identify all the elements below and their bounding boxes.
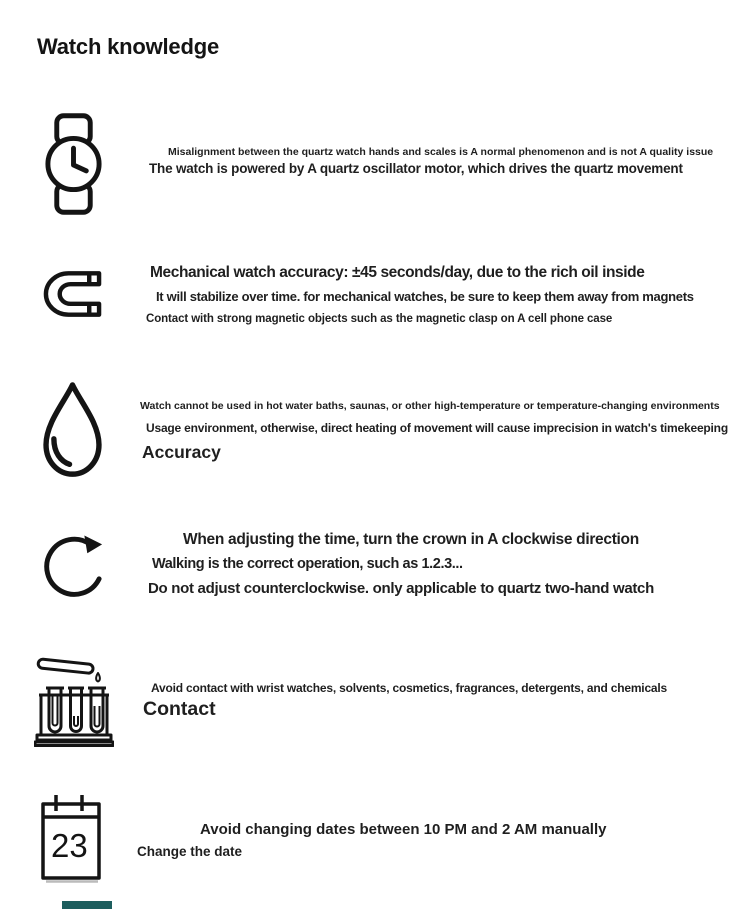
magnet-note-main: Mechanical watch accuracy: ±45 seconds/day, due to the rich oil inside	[150, 264, 645, 281]
drop-heading-accuracy: Accuracy	[142, 442, 221, 462]
magnet-note-minor: Contact with strong magnetic objects such as the magnetic clasp on A cell phone case	[146, 313, 613, 325]
crown-note-warning: Do not adjust counterclockwise. only applicable to quartz two-hand watch	[148, 580, 654, 597]
date-heading: Change the date	[137, 844, 243, 859]
magnet-note-secondary: It will stabilize over time. for mechanical watches, be sure to keep them away from magnets	[156, 289, 694, 304]
calendar-day-number: 23	[51, 827, 88, 864]
crown-note-secondary: Walking is the correct operation, such as 1.2.3...	[152, 556, 463, 572]
watch-icon	[42, 112, 105, 216]
magnet-icon	[42, 266, 103, 322]
drop-note-secondary: Usage environment, otherwise, direct heating of movement will cause imprecision in watch's timekeeping	[146, 421, 728, 435]
water-drop-icon	[39, 380, 106, 480]
chemicals-note: Avoid contact with wrist watches, solvents, cosmetics, fragrances, detergents, and chemicals	[151, 681, 667, 695]
watch-note-main: The watch is powered by A quartz oscillator motor, which drives the quartz movement	[149, 161, 683, 176]
date-note-main: Avoid changing dates between 10 PM and 2 AM manually	[200, 821, 607, 838]
chemicals-heading-contact: Contact	[143, 698, 216, 720]
page-title: Watch knowledge	[37, 34, 219, 59]
calendar-icon	[40, 791, 102, 885]
crown-note-main: When adjusting the time, turn the crown in A clockwise direction	[183, 531, 639, 548]
test-tubes-icon	[34, 646, 114, 748]
bottom-accent-bar	[62, 901, 112, 909]
drop-note-minor: Watch cannot be used in hot water baths, saunas, or other high-temperature or temperature-changing environments	[140, 400, 720, 412]
watch-note-minor: Misalignment between the quartz watch hands and scales is A normal phenomenon and is not A quality issue	[168, 146, 714, 158]
clockwise-arrow-icon	[44, 523, 107, 607]
